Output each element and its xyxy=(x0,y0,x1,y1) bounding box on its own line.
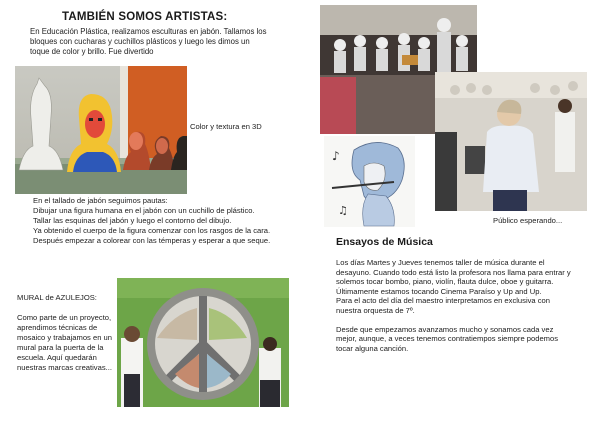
mural-heading: MURAL de AZULEJOS: xyxy=(17,293,97,302)
soap-sculptures-photo xyxy=(15,66,187,194)
music-paragraph: Los días Martes y Jueves tenemos taller de música durante el desayuno. Cuando todo está listo la profesora nos llama para entrar y solemos tocar bombo, piano, violín, flauta dulce, oboe y guitarra. xyxy=(336,258,571,287)
svg-text:♫: ♫ xyxy=(338,204,348,217)
mosaic-mural-photo xyxy=(117,278,289,407)
steps-heading: En el tallado de jabón seguimos pautas: xyxy=(33,196,168,205)
music-paragraph: Desde que empezamos avanzamos mucho y sonamos cada vez mejor, aunque, a veces tenemos contratiempos siempre podemos tocar alguna canción. xyxy=(336,324,559,353)
audience-caption: Público esperando... xyxy=(493,216,563,225)
sculptures-caption: Color y textura en 3D xyxy=(190,122,262,131)
flute-player-drawing xyxy=(324,136,415,227)
music-paragraph: Para el acto del día del maestro interpretamos en exclusiva con nuestra orquesta de 7º. xyxy=(336,296,551,315)
page-title: TAMBIÉN SOMOS ARTISTAS: xyxy=(62,11,228,23)
audience-photo xyxy=(435,72,587,211)
mural-text: Como parte de un proyecto, aprendimos técnicas de mosaico y trabajamos en un mural para la puerta de la escuela. Aquí quedarán nuestras marcas creativas... xyxy=(17,313,112,372)
music-text xyxy=(336,258,576,353)
step-1: Dibujar una figura humana en el jabón con un cuchillo de plástico. xyxy=(33,206,255,215)
music-title: Ensayos de Música xyxy=(336,236,433,248)
step-2: Tallar las esquinas del jabón y luego el contorno del dibujo. xyxy=(33,216,232,225)
svg-text:♪: ♪ xyxy=(332,149,340,163)
art-intro-text: En Educación Plástica, realizamos esculturas en jabón. Tallamos los bloques con cucharas y cuchillos plásticos y luego les dimos un toque de color y brillo. Fue divertido xyxy=(30,27,267,56)
step-3: Ya obtenido el cuerpo de la figura comenzar con los rasgos de la cara. xyxy=(33,226,271,235)
step-4: Después empezar a colorear con las témperas y esperar a que seque. xyxy=(33,236,271,245)
music-paragraph: Últimamente estamos tocando Cinema Paraíso y Up and Up. xyxy=(336,286,542,296)
carving-steps xyxy=(33,196,291,246)
